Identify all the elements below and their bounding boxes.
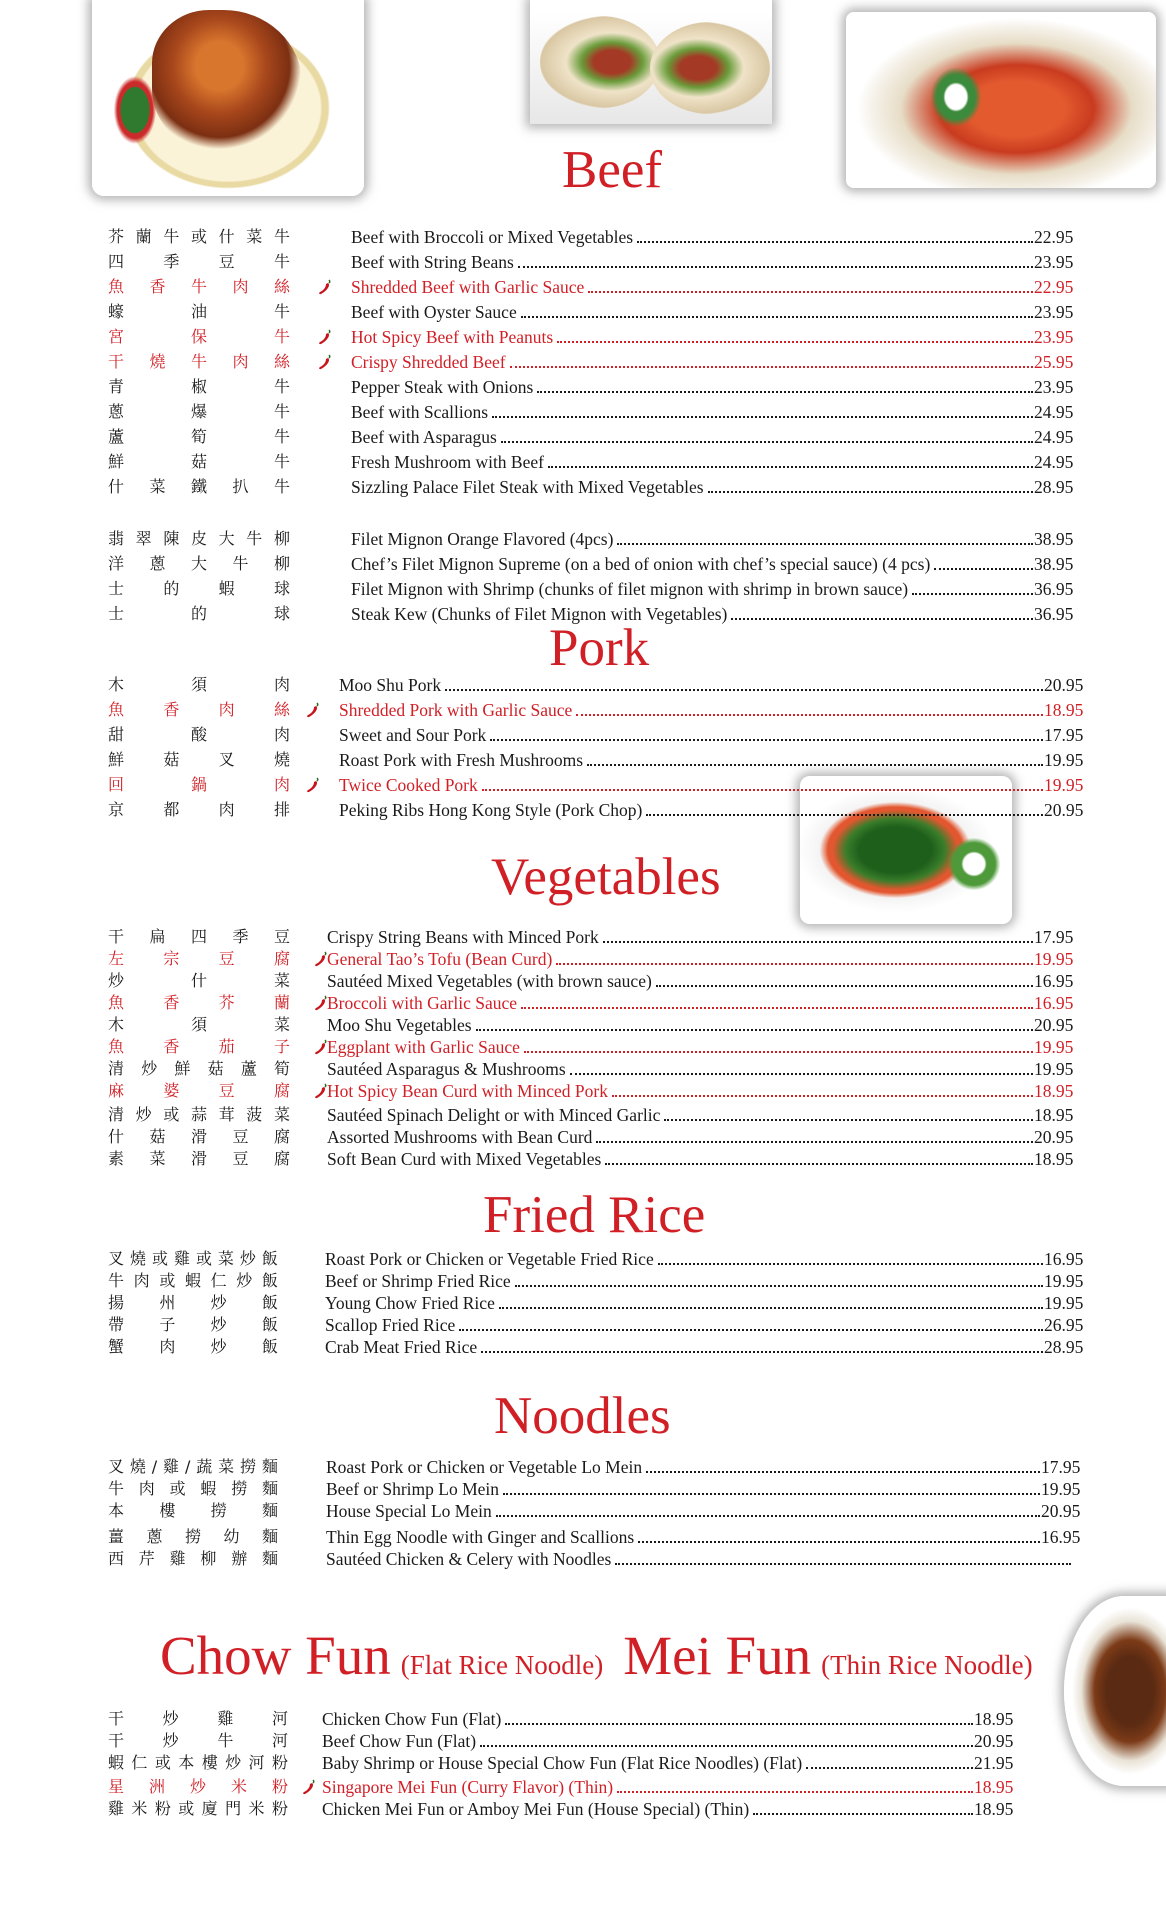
section-title-noodles: Noodles — [494, 1387, 671, 1445]
item-price: 17.95 — [1041, 1457, 1081, 1477]
chili-pepper-icon — [314, 1039, 328, 1055]
menu-item — [0, 301, 1166, 323]
dot-leader — [521, 301, 1033, 318]
chinese-name: 牛 肉 或 蝦 仁 炒 飯 — [108, 1271, 278, 1290]
chinese-name: 叉 燒 / 雞 / 蔬 菜 撈 麵 — [108, 1457, 278, 1476]
chinese-name: 宮 保 牛 — [108, 327, 290, 346]
menu-item — [0, 1148, 1166, 1170]
item-name: Young Chow Fried Rice — [325, 1293, 495, 1313]
chinese-name: 薑 蔥 撈 幼 麵 — [108, 1527, 278, 1546]
item-price: 28.95 — [1034, 477, 1074, 497]
dot-leader — [587, 749, 1043, 766]
menu-item — [0, 749, 1166, 771]
dot-leader — [596, 1126, 1033, 1143]
item-price: 18.95 — [974, 1799, 1014, 1819]
chinese-name: 麻 婆 豆 腐 — [108, 1081, 290, 1100]
dot-leader — [934, 553, 1033, 570]
item-name: Soft Bean Curd with Mixed Vegetables — [327, 1149, 602, 1169]
menu-item — [0, 1248, 1166, 1270]
section-title-pork: Pork — [549, 619, 650, 677]
section-title-beef: Beef — [562, 141, 663, 199]
menu-item — [0, 426, 1166, 448]
chili-pepper-icon — [314, 1083, 328, 1099]
item-name: Filet Mignon Orange Flavored (4pcs) — [351, 529, 614, 549]
menu-item — [0, 553, 1166, 575]
chili-pepper-icon — [314, 995, 328, 1011]
item-price: 23.95 — [1034, 302, 1074, 322]
dot-leader — [612, 1080, 1033, 1097]
chinese-name: 鮮 菇 叉 燒 — [108, 750, 290, 769]
menu-item — [0, 948, 1166, 970]
item-price: 20.95 — [1041, 1501, 1081, 1521]
menu-item — [0, 1314, 1166, 1336]
chinese-name: 魚 香 牛 肉 絲 — [108, 277, 290, 296]
dot-leader — [603, 926, 1033, 943]
menu-item — [0, 276, 1166, 298]
item-price: 20.95 — [974, 1731, 1014, 1751]
item-name: Sweet and Sour Pork — [339, 725, 487, 745]
menu-item — [0, 351, 1166, 373]
item-name: Shredded Pork with Garlic Sauce — [339, 700, 573, 720]
item-price: 18.95 — [1034, 1105, 1074, 1125]
item-name: Beef or Shrimp Fried Rice — [325, 1271, 511, 1291]
dot-leader — [518, 251, 1033, 268]
item-price: 36.95 — [1034, 579, 1074, 599]
menu-item — [0, 970, 1166, 992]
chinese-name: 什 菇 滑 豆 腐 — [108, 1127, 290, 1146]
menu-item — [0, 476, 1166, 498]
chinese-name: 木 須 肉 — [108, 675, 290, 694]
item-price: 19.95 — [1044, 775, 1084, 795]
item-price: 23.95 — [1034, 327, 1074, 347]
dot-leader — [499, 1292, 1043, 1309]
menu-item — [0, 1730, 1166, 1752]
chinese-name: 士 的 球 — [108, 604, 290, 623]
item-price: 20.95 — [1034, 1015, 1074, 1035]
item-price: 18.95 — [1044, 700, 1084, 720]
chili-pepper-icon — [306, 702, 320, 718]
menu-item — [0, 1708, 1166, 1730]
chinese-name: 干 炒 牛 河 — [108, 1731, 288, 1750]
chinese-name: 素 菜 滑 豆 腐 — [108, 1149, 290, 1168]
chili-pepper-icon — [318, 279, 332, 295]
dot-leader — [637, 226, 1033, 243]
item-name: Eggplant with Garlic Sauce — [327, 1037, 520, 1057]
item-price: 17.95 — [1044, 725, 1084, 745]
dot-leader — [496, 1500, 1040, 1517]
menu-item — [0, 528, 1166, 550]
dot-leader — [501, 426, 1033, 443]
dot-leader — [524, 1036, 1033, 1053]
item-price: 19.95 — [1044, 1271, 1084, 1291]
item-name: Roast Pork or Chicken or Vegetable Lo Mein — [326, 1457, 643, 1477]
menu-item — [0, 674, 1166, 696]
item-price: 19.95 — [1044, 1293, 1084, 1313]
item-name: Moo Shu Vegetables — [327, 1015, 472, 1035]
item-price: 23.95 — [1034, 252, 1074, 272]
item-name: Pepper Steak with Onions — [351, 377, 534, 397]
dot-leader — [658, 1248, 1043, 1265]
item-name: Assorted Mushrooms with Bean Curd — [327, 1127, 593, 1147]
chinese-name: 炒 什 菜 — [108, 971, 290, 990]
chinese-name: 甜 酸 肉 — [108, 725, 290, 744]
chinese-name: 本 樓 撈 麵 — [108, 1501, 278, 1520]
item-name: Sautéed Spinach Delight or with Minced Garlic — [327, 1105, 661, 1125]
item-name: Sautéed Mixed Vegetables (with brown sauce) — [327, 971, 652, 991]
dot-leader — [556, 948, 1033, 965]
menu-item — [0, 1752, 1166, 1774]
item-name: Singapore Mei Fun (Curry Flavor) (Thin) — [322, 1777, 614, 1797]
lobster-photo — [846, 12, 1156, 188]
item-price: 28.95 — [1044, 1337, 1084, 1357]
dot-leader — [515, 1270, 1043, 1287]
dot-leader — [605, 1148, 1033, 1165]
item-name: Beef with Asparagus — [351, 427, 497, 447]
menu-item — [0, 1478, 1166, 1500]
menu-item — [0, 1104, 1166, 1126]
dot-leader — [638, 1526, 1040, 1543]
item-name: General Tao’s Tofu (Bean Curd) — [327, 949, 553, 969]
menu-item — [0, 1548, 1166, 1570]
dot-leader — [482, 774, 1043, 791]
item-price: 18.95 — [1034, 1149, 1074, 1169]
item-name: Beef with String Beans — [351, 252, 514, 272]
chinese-name: 木 須 菜 — [108, 1015, 290, 1034]
item-name: Baby Shrimp or House Special Chow Fun (Flat Rice Noodles) (Flat) — [322, 1753, 803, 1773]
dot-leader — [505, 1708, 973, 1725]
dot-leader — [445, 674, 1043, 691]
chinese-name: 什 菜 鐵 扒 牛 — [108, 477, 290, 496]
item-price: 16.95 — [1034, 993, 1074, 1013]
item-price: 36.95 — [1034, 604, 1074, 624]
dot-leader — [806, 1752, 973, 1769]
item-price: 16.95 — [1041, 1527, 1081, 1547]
item-name: Twice Cooked Pork — [339, 775, 478, 795]
section-title-chow-fun-mei-fun — [160, 1625, 1033, 1686]
menu-item — [0, 1036, 1166, 1058]
item-name: Sautéed Chicken & Celery with Noodles — [326, 1549, 612, 1569]
menu-item — [0, 799, 1166, 821]
item-name: Broccoli with Garlic Sauce — [327, 993, 518, 1013]
chinese-name: 翡 翠 陳 皮 大 牛 柳 — [108, 529, 290, 548]
item-name: Fresh Mushroom with Beef — [351, 452, 544, 472]
item-name: Peking Ribs Hong Kong Style (Pork Chop) — [339, 800, 643, 820]
menu-item — [0, 774, 1166, 796]
chinese-name: 干 炒 雞 河 — [108, 1709, 288, 1728]
chili-pepper-icon — [302, 1779, 316, 1795]
item-price: 22.95 — [1034, 277, 1074, 297]
item-name: Crispy Shredded Beef — [351, 352, 506, 372]
chinese-name: 京 都 肉 排 — [108, 800, 290, 819]
item-name: Thin Egg Noodle with Ginger and Scallions — [326, 1527, 635, 1547]
menu-item — [0, 992, 1166, 1014]
menu-item — [0, 1798, 1166, 1820]
menu-item — [0, 451, 1166, 473]
menu-item — [0, 1336, 1166, 1358]
menu-item — [0, 578, 1166, 600]
item-price: 16.95 — [1034, 971, 1074, 991]
menu-item — [0, 724, 1166, 746]
menu-item — [0, 1126, 1166, 1148]
chinese-name: 士 的 蝦 球 — [108, 579, 290, 598]
menu-item — [0, 1456, 1166, 1478]
menu-item — [0, 326, 1166, 348]
menu-item — [0, 1292, 1166, 1314]
menu-item — [0, 376, 1166, 398]
chili-pepper-icon — [306, 777, 320, 793]
dot-leader — [731, 603, 1033, 620]
dot-leader — [646, 1456, 1040, 1473]
chinese-name: 清 炒 鮮 菇 蘆 筍 — [108, 1059, 290, 1078]
item-name: Filet Mignon with Shrimp (chunks of filet mignon with shrimp in brown sauce) — [351, 579, 909, 599]
chinese-name: 星 洲 炒 米 粉 — [108, 1777, 288, 1796]
item-name: Roast Pork with Fresh Mushrooms — [339, 750, 584, 770]
item-price: 16.95 — [1044, 1249, 1084, 1269]
chinese-name: 叉 燒 或 雞 或 菜 炒 飯 — [108, 1249, 278, 1268]
chinese-name: 蝦 仁 或 本 樓 炒 河 粉 — [108, 1753, 288, 1772]
chinese-name: 魚 香 茄 子 — [108, 1037, 290, 1056]
dot-leader — [664, 1104, 1033, 1121]
chinese-name: 干 扁 四 季 豆 — [108, 927, 290, 946]
dot-leader — [481, 1336, 1043, 1353]
chinese-name: 揚 州 炒 飯 — [108, 1293, 278, 1312]
chinese-name: 干 燒 牛 肉 絲 — [108, 352, 290, 371]
item-price: 25.95 — [1034, 352, 1074, 372]
item-name: Beef with Scallions — [351, 402, 489, 422]
chinese-name: 牛 肉 或 蝦 撈 麵 — [108, 1479, 278, 1498]
dot-leader — [459, 1314, 1043, 1331]
item-price: 26.95 — [1044, 1315, 1084, 1335]
dot-leader — [557, 326, 1033, 343]
item-name: Sizzling Palace Filet Steak with Mixed Vegetables — [351, 477, 704, 497]
dot-leader — [490, 724, 1043, 741]
section-title-vegetables: Vegetables — [491, 848, 721, 906]
chili-pepper-icon — [318, 354, 332, 370]
dot-leader — [617, 1776, 973, 1793]
menu-item — [0, 1526, 1166, 1548]
menu-item — [0, 603, 1166, 625]
item-price: 38.95 — [1034, 554, 1074, 574]
chow-fun-subtitle: (Flat Rice Noodle) — [400, 1650, 604, 1680]
section-title-fried-rice: Fried Rice — [483, 1186, 706, 1244]
chinese-name: 蔥 爆 牛 — [108, 402, 290, 421]
item-price: 20.95 — [1034, 1127, 1074, 1147]
item-price: 19.95 — [1041, 1479, 1081, 1499]
item-name: Hot Spicy Beef with Peanuts — [351, 327, 554, 347]
chinese-name: 雞 米 粉 或 廈 門 米 粉 — [108, 1799, 288, 1818]
chinese-name: 洋 蔥 大 牛 柳 — [108, 554, 290, 573]
moo-shu-wrap-photo — [530, 0, 772, 124]
menu-item — [0, 1080, 1166, 1102]
chinese-name: 西 芹 雞 柳 辦 麵 — [108, 1549, 278, 1568]
dot-leader — [548, 451, 1033, 468]
item-price: 24.95 — [1034, 402, 1074, 422]
item-price: 18.95 — [1034, 1081, 1074, 1101]
chinese-name: 帶 子 炒 飯 — [108, 1315, 278, 1334]
chinese-name: 蠔 油 牛 — [108, 302, 290, 321]
dot-leader — [912, 578, 1033, 595]
mei-fun-title: Mei Fun — [623, 1625, 812, 1686]
item-name: Shredded Beef with Garlic Sauce — [351, 277, 585, 297]
chili-pepper-icon — [314, 951, 328, 967]
item-price: 19.95 — [1034, 949, 1074, 969]
menu-item — [0, 251, 1166, 273]
item-name: Beef with Broccoli or Mixed Vegetables — [351, 227, 634, 247]
item-price: 17.95 — [1034, 927, 1074, 947]
dot-leader — [492, 401, 1033, 418]
dot-leader — [615, 1548, 1071, 1565]
chinese-name: 魚 香 芥 蘭 — [108, 993, 290, 1012]
chinese-name: 四 季 豆 牛 — [108, 252, 290, 271]
item-price: 18.95 — [974, 1709, 1014, 1729]
dot-leader — [588, 276, 1033, 293]
menu-item — [0, 926, 1166, 948]
item-name: Crispy String Beans with Minced Pork — [327, 927, 599, 947]
item-name: Beef or Shrimp Lo Mein — [326, 1479, 500, 1499]
chinese-name: 左 宗 豆 腐 — [108, 949, 290, 968]
chinese-name: 回 鍋 肉 — [108, 775, 290, 794]
menu-item — [0, 1058, 1166, 1080]
dot-leader — [570, 1058, 1033, 1075]
dot-leader — [708, 476, 1033, 493]
item-name: Crab Meat Fried Rice — [325, 1337, 478, 1357]
item-price: 19.95 — [1034, 1037, 1074, 1057]
chinese-name: 蘆 筍 牛 — [108, 427, 290, 446]
menu-item — [0, 401, 1166, 423]
item-name: Scallop Fried Rice — [325, 1315, 456, 1335]
dot-leader — [656, 970, 1033, 987]
dot-leader — [576, 699, 1043, 716]
item-price: 38.95 — [1034, 529, 1074, 549]
item-price: 23.95 — [1034, 377, 1074, 397]
item-name: Sautéed Asparagus & Mushrooms — [327, 1059, 566, 1079]
mei-fun-subtitle: (Thin Rice Noodle) — [821, 1650, 1033, 1680]
item-price: 21.95 — [974, 1753, 1014, 1773]
dot-leader — [510, 351, 1033, 368]
chinese-name: 清 炒 或 蒜 茸 菠 菜 — [108, 1105, 290, 1124]
chinese-name: 鮮 菇 牛 — [108, 452, 290, 471]
item-name: Chicken Chow Fun (Flat) — [322, 1709, 502, 1729]
menu-item — [0, 1500, 1166, 1522]
chow-fun-title: Chow Fun — [160, 1625, 391, 1686]
dot-leader — [476, 1014, 1033, 1031]
dot-leader — [753, 1798, 973, 1815]
item-price: 20.95 — [1044, 800, 1084, 820]
menu-item — [0, 1014, 1166, 1036]
item-price: 24.95 — [1034, 452, 1074, 472]
dot-leader — [521, 992, 1033, 1009]
item-price: 18.95 — [974, 1777, 1014, 1797]
item-price: 24.95 — [1034, 427, 1074, 447]
item-name: Chef’s Filet Mignon Supreme (on a bed of onion with chef’s special sauce) (4 pcs) — [351, 554, 931, 574]
item-name: Moo Shu Pork — [339, 675, 442, 695]
dot-leader — [617, 528, 1033, 545]
roast-duck-photo — [92, 0, 364, 196]
item-name: Roast Pork or Chicken or Vegetable Fried Rice — [325, 1249, 654, 1269]
item-name: Steak Kew (Chunks of Filet Mignon with Vegetables) — [351, 604, 728, 624]
dot-leader — [537, 376, 1033, 393]
item-name: Chicken Mei Fun or Amboy Mei Fun (House Special) (Thin) — [322, 1799, 750, 1819]
dot-leader — [480, 1730, 973, 1747]
chinese-name: 芥 蘭 牛 或 什 菜 牛 — [108, 227, 290, 246]
chili-pepper-icon — [318, 329, 332, 345]
chinese-name: 青 椒 牛 — [108, 377, 290, 396]
menu-item — [0, 1776, 1166, 1798]
dot-leader — [646, 799, 1043, 816]
dot-leader — [503, 1478, 1040, 1495]
item-price: 19.95 — [1044, 750, 1084, 770]
menu-item — [0, 1270, 1166, 1292]
item-name: Beef with Oyster Sauce — [351, 302, 517, 322]
chinese-name: 蟹 肉 炒 飯 — [108, 1337, 278, 1356]
item-price: 20.95 — [1044, 675, 1084, 695]
item-name: Hot Spicy Bean Curd with Minced Pork — [327, 1081, 608, 1101]
item-name: Beef Chow Fun (Flat) — [322, 1731, 477, 1751]
menu-item — [0, 699, 1166, 721]
item-price: 22.95 — [1034, 227, 1074, 247]
chinese-name: 魚 香 肉 絲 — [108, 700, 290, 719]
item-name: House Special Lo Mein — [326, 1501, 492, 1521]
menu-item — [0, 226, 1166, 248]
item-price: 19.95 — [1034, 1059, 1074, 1079]
